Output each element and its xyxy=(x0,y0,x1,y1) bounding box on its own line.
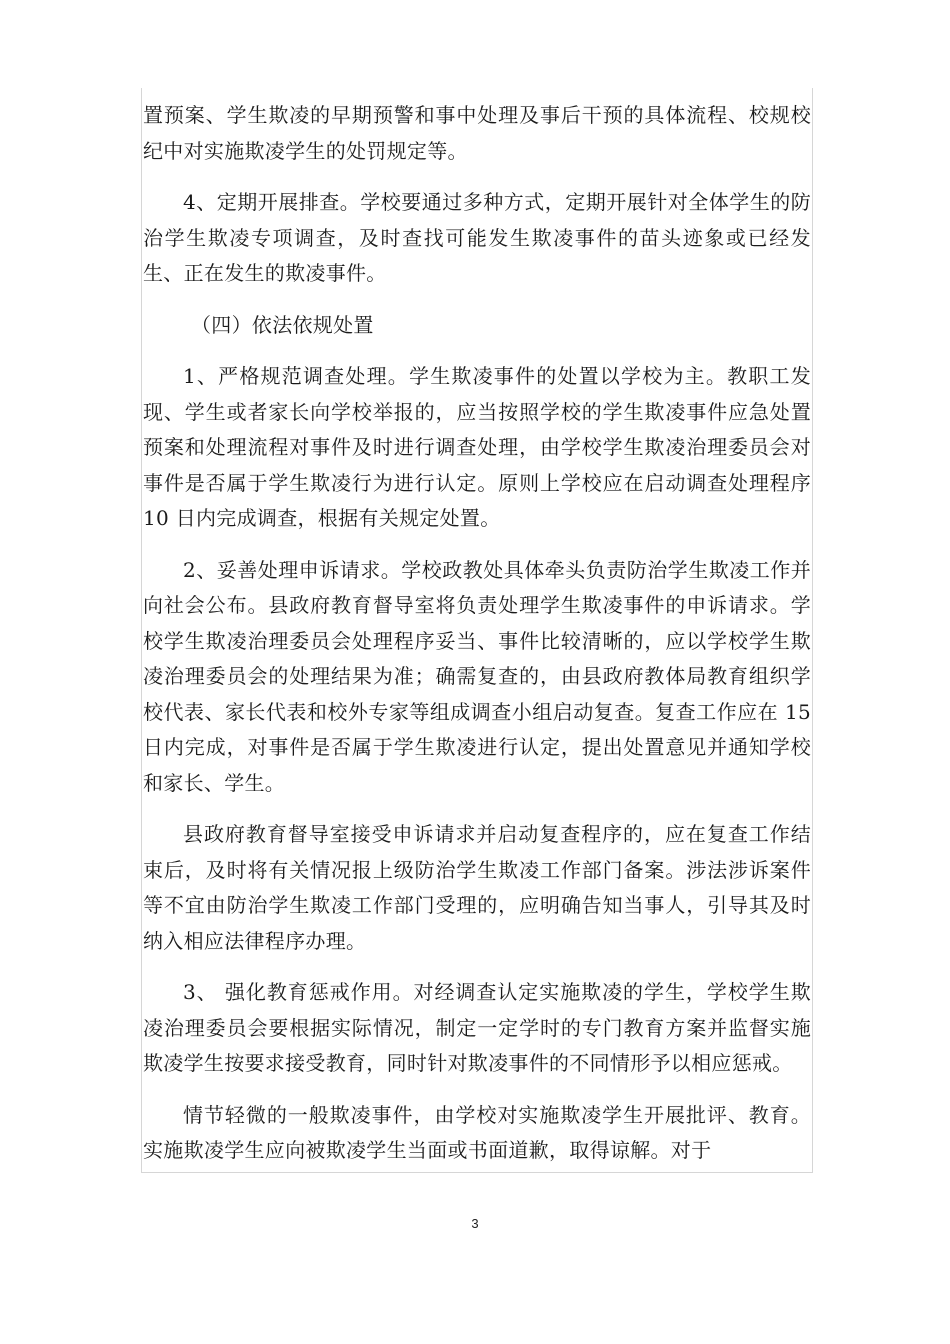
section-heading: （四）依法依规处置 xyxy=(191,312,374,337)
paragraph-7: 情节轻微的一般欺凌事件，由学校对实施欺凌学生开展批评、教育。实施欺凌学生应向被欺凌学生当面或书面道歉，取得谅解。对于 xyxy=(143,1102,811,1162)
paragraph-1: 置预案、学生欺凌的早期预警和事中处理及事后干预的具体流程、校规校纪中对实施欺凌学生的处罚规定等。 xyxy=(143,103,811,163)
paragraph-4: 2、妥善处理申诉请求。学校政教处具体牵头负责防治学生欺凌工作并向社会公布。县政府教育督导室将负责处理学生欺凌事件的申诉请求。学校学生欺凌治理委员会处理程序妥当、事件比较清晰的，应以学校学生欺凌治理委员会的处理结果为准；确需复查的，由县政府教体局教育组织学校代表、家长代表和校外专家等组成调查小组启动复查。复查工作应在 15 日内完成，对事件是否属于学生欺凌进行认定，提出处置意见并通知学校和家长、学生。 xyxy=(143,557,811,795)
page-number: 3 xyxy=(471,1216,479,1231)
paragraph-3: 1、严格规范调查处理。学生欺凌事件的处置以学校为主。教职工发现、学生或者家长向学校举报的，应当按照学校的学生欺凌事件应急处置预案和处理流程对事件及时进行调查处理，由学校学生欺凌治理委员会对事件是否属于学生欺凌行为进行认定。原则上学校应在启动调查处理程序 10 日内完成调查，根据有关规定处置。 xyxy=(143,364,811,530)
paragraph-2: 4、定期开展排查。学校要通过多种方式，定期开展针对全体学生的防治学生欺凌专项调查，及时查找可能发生欺凌事件的苗头迹象或已经发生、正在发生的欺凌事件。 xyxy=(143,190,811,285)
document-body xyxy=(143,98,811,1185)
paragraph-6: 3、 强化教育惩戒作用。对经调查认定实施欺凌的学生，学校学生欺凌治理委员会要根据实际情况，制定一定学时的专门教育方案并监督实施欺凌学生按要求接受教育，同时针对欺凌事件的不同情形予以相应惩戒。 xyxy=(143,980,811,1075)
paragraph-5: 县政府教育督导室接受申诉请求并启动复查程序的，应在复查工作结束后，及时将有关情况报上级防治学生欺凌工作部门备案。涉法涉诉案件等不宜由防治学生欺凌工作部门受理的，应明确告知当事人，引导其及时纳入相应法律程序办理。 xyxy=(143,822,811,953)
